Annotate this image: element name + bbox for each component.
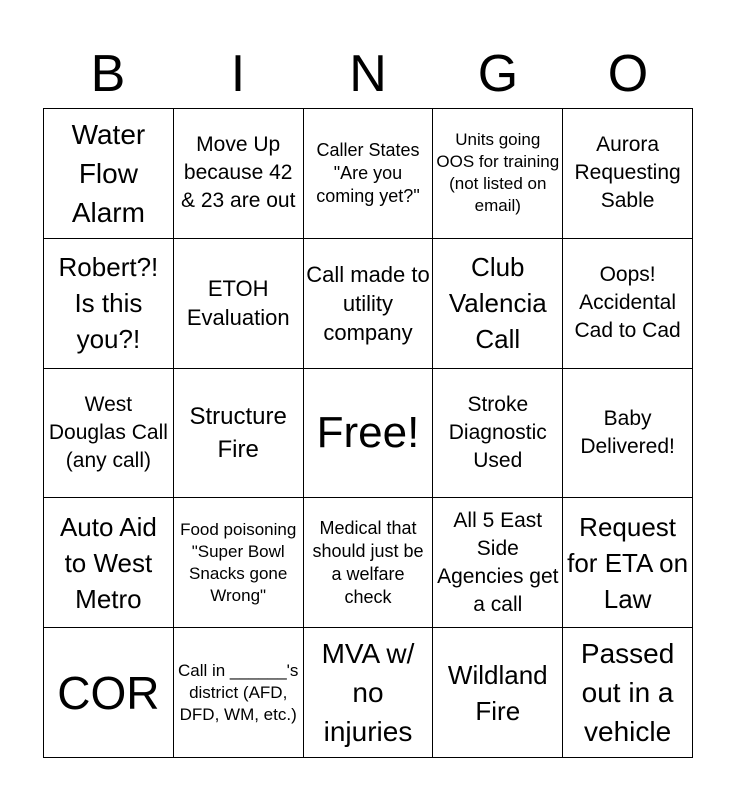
bingo-cell[interactable] bbox=[174, 369, 304, 499]
bingo-cell[interactable] bbox=[563, 628, 693, 758]
cell-text: Call made to utility company bbox=[306, 261, 430, 345]
bingo-cell[interactable] bbox=[44, 239, 174, 369]
bingo-cell[interactable] bbox=[433, 109, 563, 239]
cell-text: COR bbox=[57, 666, 160, 719]
cell-text: Auto Aid to West Metro bbox=[59, 511, 157, 614]
free-space-text: Free! bbox=[316, 407, 420, 457]
cell-text: Request for ETA on Law bbox=[567, 511, 689, 614]
bingo-cell[interactable] bbox=[563, 109, 693, 239]
header-letter-n: N bbox=[349, 45, 387, 103]
bingo-cell[interactable] bbox=[174, 628, 304, 758]
cell-text: Move Up because 42 & 23 are out bbox=[180, 133, 296, 213]
cell-text: Stroke Diagnostic Used bbox=[448, 392, 547, 472]
cell-text: Aurora Requesting Sable bbox=[574, 133, 681, 213]
bingo-cell[interactable] bbox=[304, 109, 434, 239]
bingo-cell[interactable] bbox=[433, 369, 563, 499]
bingo-cell[interactable] bbox=[44, 109, 174, 239]
cell-text: Call in ______'s district (AFD, DFD, WM, etc.) bbox=[177, 660, 299, 724]
bingo-cell[interactable] bbox=[433, 239, 563, 369]
cell-text: Food poisoning "Super Bowl Snacks gone Wrong" bbox=[180, 519, 297, 605]
cell-text: Club Valencia Call bbox=[448, 252, 547, 355]
cell-text: Structure Fire bbox=[189, 402, 287, 463]
bingo-cell[interactable] bbox=[174, 239, 304, 369]
bingo-cell[interactable] bbox=[304, 239, 434, 369]
cell-text: ETOH Evaluation bbox=[186, 276, 290, 331]
bingo-cell[interactable] bbox=[44, 498, 174, 628]
cell-text: MVA w/ no injuries bbox=[321, 638, 415, 748]
header-letter-o: O bbox=[607, 45, 649, 103]
cell-text: Medical that should just be a welfare check bbox=[312, 517, 424, 607]
cell-text: Oops! Accidental Cad to Cad bbox=[574, 263, 681, 343]
bingo-cell[interactable] bbox=[174, 109, 304, 239]
header-letter-i: I bbox=[230, 45, 246, 103]
bingo-cell[interactable] bbox=[563, 498, 693, 628]
bingo-cell[interactable] bbox=[563, 239, 693, 369]
cell-text: All 5 East Side Agencies get a call bbox=[437, 508, 559, 616]
bingo-cell[interactable] bbox=[433, 628, 563, 758]
bingo-cell[interactable] bbox=[304, 628, 434, 758]
cell-text: Wildland Fire bbox=[447, 659, 548, 726]
cell-text: Baby Delivered! bbox=[580, 406, 675, 458]
bingo-cell[interactable] bbox=[563, 369, 693, 499]
cell-text: West Douglas Call (any call) bbox=[48, 392, 168, 472]
bingo-header bbox=[43, 42, 693, 106]
bingo-cell[interactable] bbox=[174, 498, 304, 628]
header-letter-g: G bbox=[477, 45, 519, 103]
cell-text: Water Flow Alarm bbox=[71, 118, 146, 228]
cell-text: Units going OOS for training (not listed on email) bbox=[436, 130, 560, 216]
cell-text: Passed out in a vehicle bbox=[580, 638, 675, 748]
cell-text: Caller States "Are you coming yet?" bbox=[316, 139, 420, 206]
free-space-cell[interactable] bbox=[304, 369, 434, 499]
bingo-cell[interactable] bbox=[44, 628, 174, 758]
header-letter-b: B bbox=[90, 45, 126, 103]
bingo-cell[interactable] bbox=[44, 369, 174, 499]
bingo-cell[interactable] bbox=[304, 498, 434, 628]
bingo-cell[interactable] bbox=[433, 498, 563, 628]
bingo-grid bbox=[43, 108, 693, 758]
cell-text: Robert?! Is this you?! bbox=[58, 252, 159, 355]
